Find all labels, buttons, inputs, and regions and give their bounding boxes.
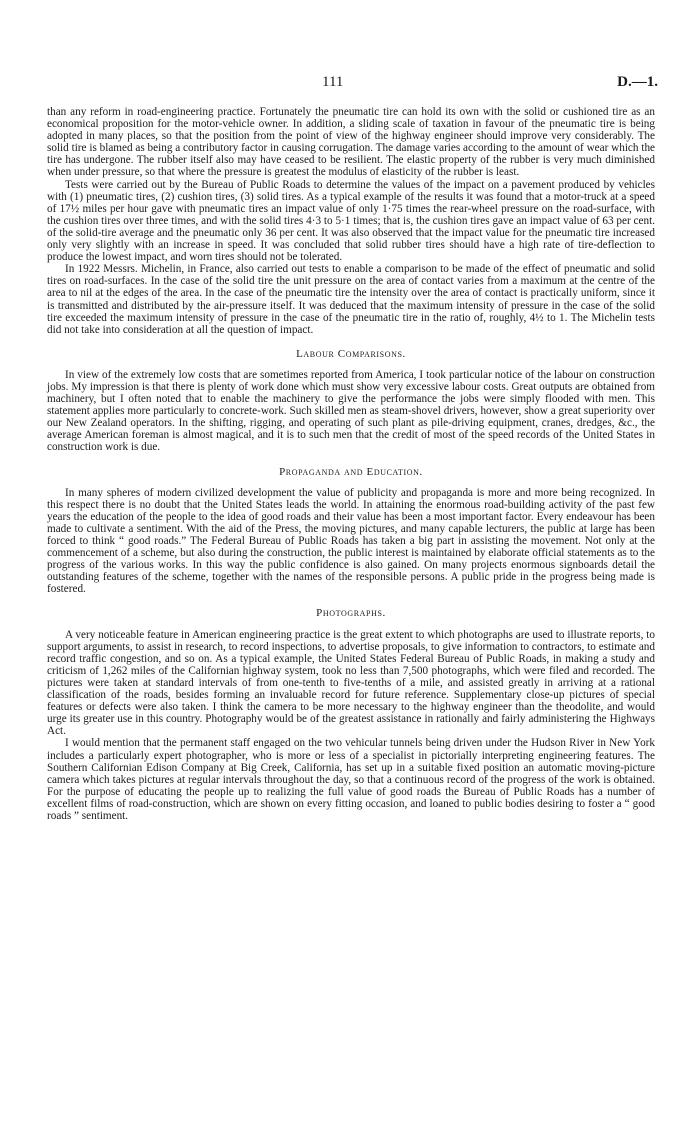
page-number: 111 — [322, 74, 344, 90]
paragraph-labour: In view of the extremely low costs that are sometimes reported from America, I took particular notice of the labour on construction jobs. My impression is that there is plenty of work done which must show very excessive labour costs. Great outputs are obtained from machinery, but I often noted that to enable the machinery to give the performance the jobs were simply flooded with men. This statement applies more particularly to concrete-work. Such skilled men as steam-shovel drivers, however, show a great superiority over our New Zealand operators. In the shifting, rigging, and operating of such plant as pile-driving equipment, cranes, dredges, &c., the average American foreman is almost magical, and it is to such men that the credit of most of the speed records of the United States in construction work is due. — [47, 368, 655, 454]
paragraph-photographer-staff: I would mention that the permanent staff engaged on the two vehicular tunnels being driven under the Hudson River in New York includes a particularly expert photographer, who is more or less of a specialist in pictorially interpreting engineering features. The Southern Californian Edison Company at Big Creek, California, has set up in a suitable fixed position an automatic moving-picture camera which takes pictures at regular intervals throughout the day, so that a continuous record of the progress of the work is obtained. For the purpose of educating the people up to realizing the full value of good roads the Bureau of Public Roads has a number of excellent films of road-construction, which are shown on every fitting occasion, and loaned to public bodies desiring to foster a “ good roads ” sentiment. — [47, 737, 655, 822]
paragraph-michelin-tests: In 1922 Messrs. Michelin, in France, also carried out tests to enable a comparison to be made of the effect of pneumatic and solid tires on road-surfaces. In the case of the solid tire the unit pressure on the area of contact varies from a maximum at the centre of the area to nil at the edges of the area. In the case of the pneumatic tire the intensity over the area of contact is practically uniform, since it is transmitted and distributed by the air-pressure itself. It was deduced that the maximum intensity of pressure in the case of the solid tire exceeded the maximum intensity of pressure in the case of the pneumatic tire in the ratio of, roughly, 4½ to 1. The Michelin tests did not take into consideration at all the question of impact. — [47, 263, 655, 336]
paragraph-propaganda: In many spheres of modern civilized development the value of publicity and propaganda is more and more being recognized. In this respect there is no doubt that the United States leads the world. In attaining the enormous road-building activity of the past few years the education of the people to the idea of good roads and their value has been a most important factor. Every endeavour has been made to cultivate a sentiment. With the aid of the Press, the moving pictures, and many capable lecturers, the public at large has been forced to think “ good roads.” The Federal Bureau of Public Roads has taken a big part in assisting the movement. Not only at the commencement of a scheme, but also during the construction, the public interest is maintained by elaborate official statements as to the progress of the various works. In this way the public confidence is also gained. On many projects enormous signboards detail the outstanding features of the scheme, together with the names of the responsible persons. A public pride in the progress being made is fostered. — [47, 486, 655, 596]
paragraph-photographs: A very noticeable feature in American engineering practice is the great extent to which photographs are used to illustrate reports, to support arguments, to assist in research, to record inspections, to advertise proposals, to give information to contractors, to estimate and record traffic congestion, and so on. As a typical example, the United States Federal Bureau of Public Roads, in making a study and criticism of 1,262 miles of the Californian highway system, took no less than 7,500 photographs, which were filed and recorded. The pictures were taken at standard intervals of from one-tenth to five-tenths of a mile, and assisted greatly in arriving at a rational classification of the roads, besides forming an invaluable record for future reference. Supplementary close-up pictures of special features or defects were also taken. I think the camera to be more necessary to the highway engineer than the theodolite, and would urge its greater use in this country. Photography would be of the greatest assistance in rationally and fairly administering the Highways Act. — [47, 628, 655, 738]
document-reference: D.—1. — [617, 74, 658, 90]
page-body — [47, 106, 655, 822]
paragraph-bureau-tests: Tests were carried out by the Bureau of Public Roads to determine the values of the impact on a pavement produced by vehicles with (1) pneumatic tires, (2) cushion tires, (3) solid tires. As a typical example of the results it was found that a motor-truck at a speed of 17½ miles per hour gave with pneumatic tires an impact value of only 1·75 times the rear-wheel pressure on the road-surface, with the cushion tires over three times, and with the solid tires 4·3 to 5·1 times; that is, the cushion tires gave an impact value of 63 per cent. of the solid-tire average and the pneumatic only 36 per cent. It was also observed that the impact value for the pneumatic tire increased only very slightly with an increase in speed. It was concluded that solid rubber tires should have a high rate of tire-deflection to produce the lowest impact, and worn tires should not be tolerated. — [47, 178, 655, 264]
page-header — [0, 74, 700, 94]
heading-propaganda-education: Propaganda and Education. — [279, 465, 423, 478]
heading-labour-comparisons: Labour Comparisons. — [296, 347, 406, 360]
paragraph-tires-continued: than any reform in road-engineering practice. Fortunately the pneumatic tire can hold its own with the solid or cushioned tire as an economical proposition for the motor-vehicle owner. In addition, a sliding scale of taxation in favour of the pneumatic tire is being adopted in many places, so that the position from the point of view of the highway engineer should improve very considerably. The solid tire is blamed as being a contributory factor in causing corrugation. The damage varies according to the amount of wear which the tire has undergone. The rubber itself also may have ceased to be resilient. The elastic property of the rubber is very much diminished when under pressure, so that where the pressure is greatest the modulus of elasticity of the rubber is least. — [47, 106, 655, 179]
heading-photographs: Photographs. — [316, 607, 386, 620]
